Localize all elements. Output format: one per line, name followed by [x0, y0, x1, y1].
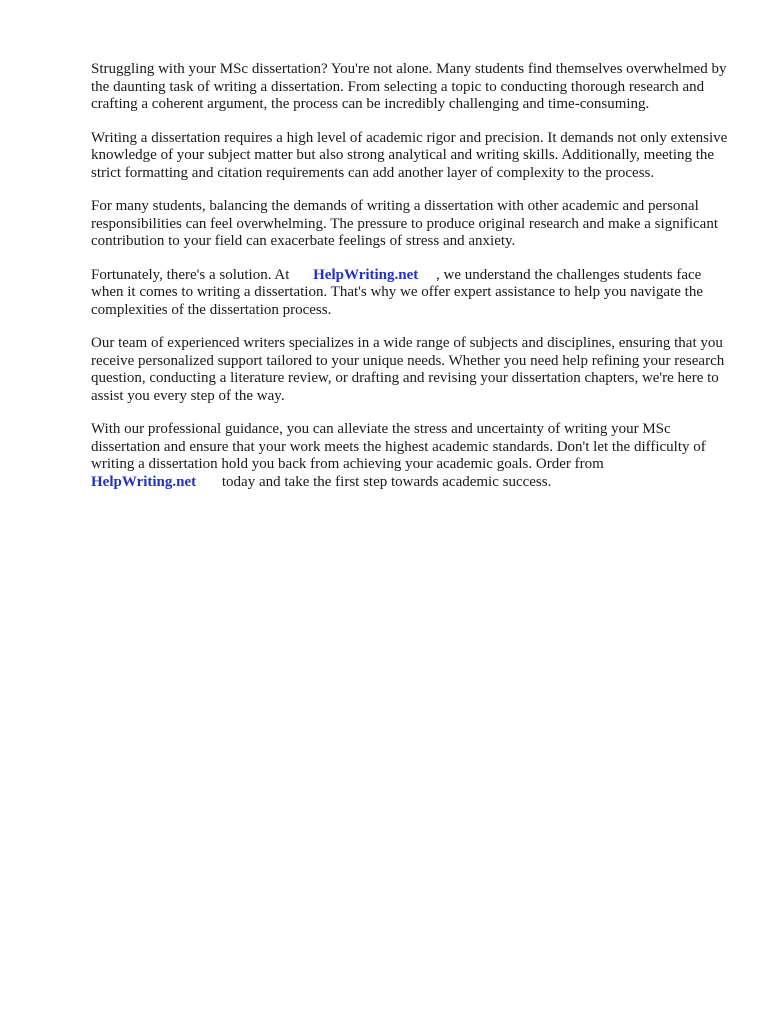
closing-text-before: With our professional guidance, you can alleviate the stress and uncertainty of writing your MSc dissertation and ensure that your work meets the highest academic standards. Don't let the difficulty of writing a dissertation hold you back from achieving your academic goals. Order from	[91, 421, 706, 472]
paragraph-pressure: For many students, balancing the demands of writing a dissertation with other academic and personal responsibilities can feel overwhelming. The pressure to produce original research and make a significant contribution to your field can exacerbate feelings of stress and anxiety.	[91, 198, 719, 249]
paragraph-closing	[91, 421, 731, 491]
paragraph-intro: Struggling with your MSc dissertation? You're not alone. Many students find themselves overwhelmed by the daunting task of writing a dissertation. From selecting a topic to conducting thorough research and crafting a coherent argument, the process can be incredibly challenging and time-consuming.	[91, 61, 727, 112]
helpwriting-order-link[interactable]: HelpWriting.net	[91, 473, 197, 490]
helpwriting-link[interactable]: HelpWriting.net	[313, 266, 419, 283]
solution-text-before: Fortunately, there's a solution. At	[91, 266, 290, 283]
solution-text-after: , we understand the challenges students face when it comes to writing a dissertation. That's why we offer expert assistance to help you navigate the complexities of the dissertation process.	[91, 266, 703, 318]
document-body	[91, 61, 731, 507]
paragraph-solution	[91, 267, 731, 320]
paragraph-team: Our team of experienced writers specializes in a wide range of subjects and disciplines, ensuring that you receive personalized support tailored to your unique needs. Whether you need help refining your research question, conducting a literature review, or drafting and revising your dissertation chapters, we're here to assist you every step of the way.	[91, 335, 725, 404]
paragraph-requirements: Writing a dissertation requires a high level of academic rigor and precision. It demands not only extensive knowledge of your subject matter but also strong analytical and writing skills. Additionally, meeting the strict formatting and citation requirements can add another layer of complexity to the process.	[91, 129, 728, 181]
closing-text-after: today and take the first step towards academic success.	[221, 473, 552, 490]
